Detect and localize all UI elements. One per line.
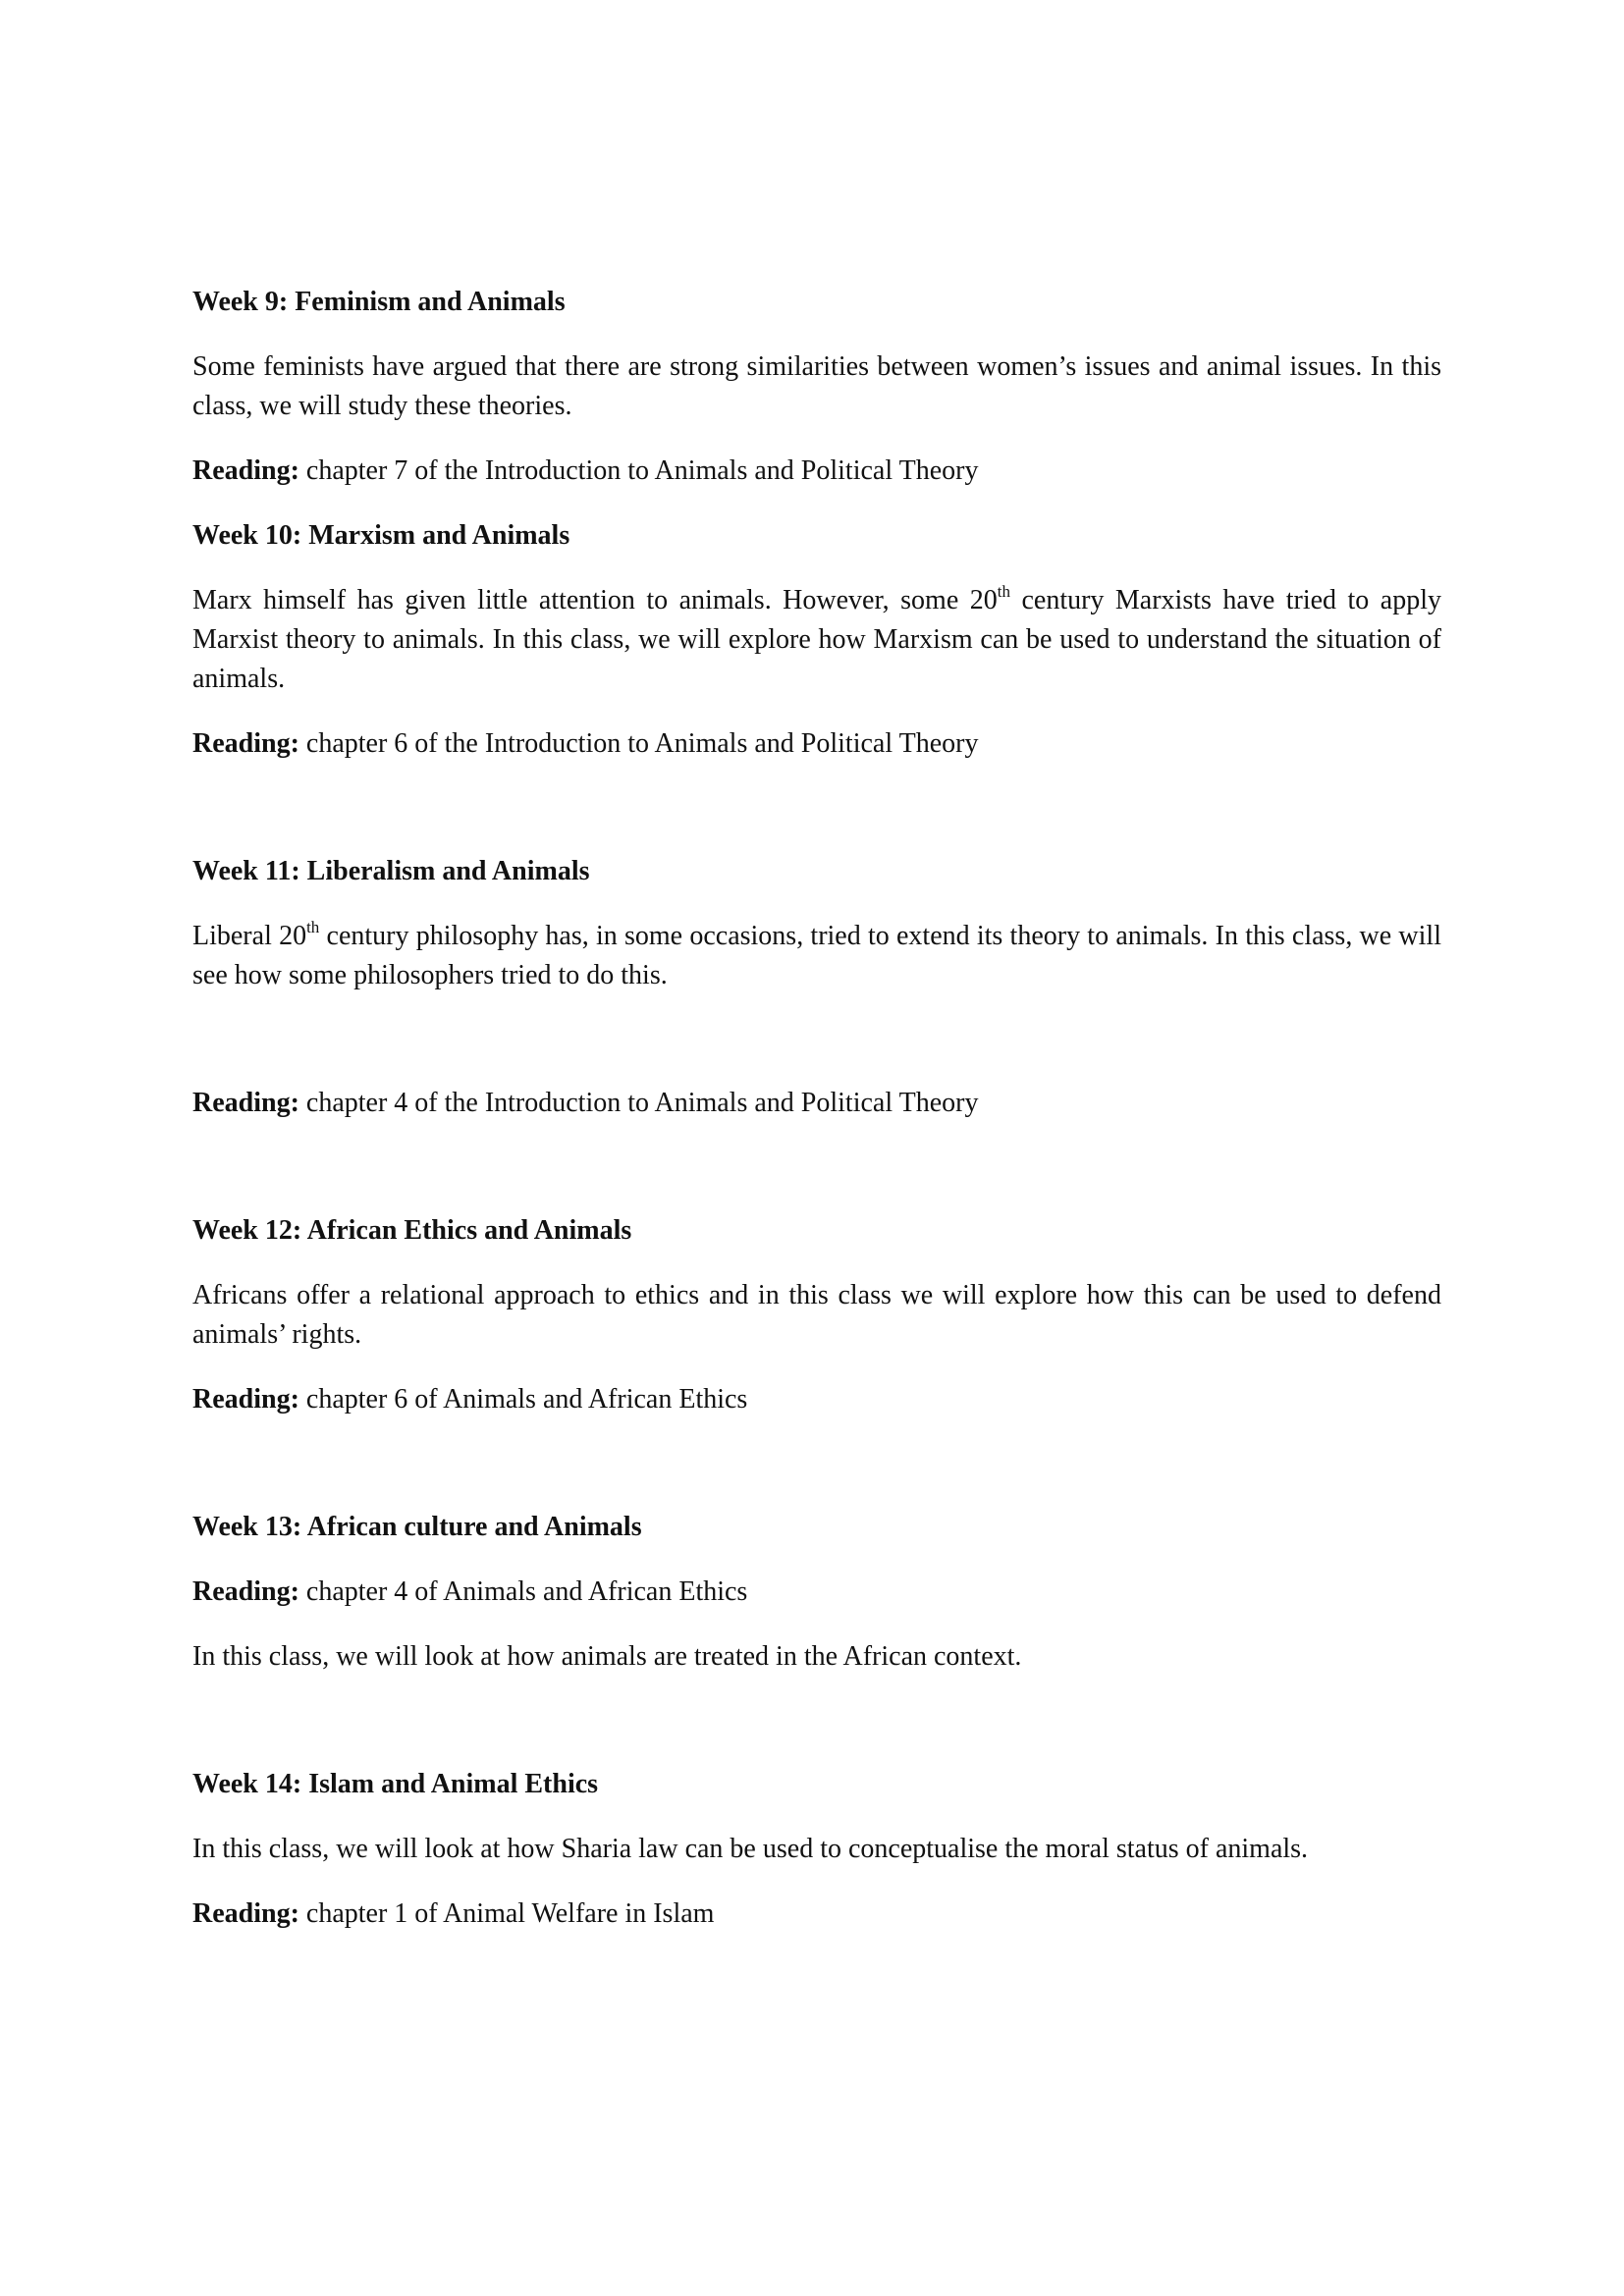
spacer bbox=[192, 1445, 1441, 1508]
reading-text: chapter 7 of the Introduction to Animals and Political Theory bbox=[298, 455, 979, 486]
spacer bbox=[192, 1148, 1441, 1211]
week-13-reading bbox=[192, 1573, 1441, 1612]
reading-label: Reading: bbox=[192, 728, 299, 759]
week-14-description: In this class, we will look at how Sharia law can be used to conceptualise the moral status of animals. bbox=[192, 1834, 1309, 1864]
syllabus-page bbox=[192, 283, 1441, 1959]
week-14-heading: Week 14: Islam and Animal Ethics bbox=[192, 1769, 599, 1799]
spacer bbox=[192, 789, 1441, 852]
ordinal-superscript: th bbox=[306, 918, 320, 936]
ordinal-superscript: th bbox=[997, 582, 1010, 601]
week-9-heading: Week 9: Feminism and Animals bbox=[192, 287, 566, 317]
week-12-section bbox=[192, 1211, 1441, 1419]
reading-text: chapter 1 of Animal Welfare in Islam bbox=[298, 1898, 715, 1929]
description-text-before: Liberal 20 bbox=[192, 921, 307, 951]
week-9-reading bbox=[192, 452, 1441, 491]
week-14-section bbox=[192, 1765, 1441, 1934]
spacer bbox=[192, 1021, 1441, 1084]
week-13-heading: Week 13: African culture and Animals bbox=[192, 1512, 642, 1542]
week-12-heading: Week 12: African Ethics and Animals bbox=[192, 1215, 632, 1246]
description-text-before: Marx himself has given little attention to animals. However, some 20 bbox=[192, 585, 998, 615]
week-12-reading bbox=[192, 1380, 1441, 1419]
week-11-reading bbox=[192, 1084, 1441, 1123]
week-12-description: Africans offer a relational approach to ethics and in this class we will explore how this can be used to defend animals’ rights. bbox=[192, 1280, 1441, 1350]
reading-text: chapter 6 of Animals and African Ethics bbox=[298, 1384, 748, 1415]
spacer bbox=[192, 1702, 1441, 1765]
reading-label: Reading: bbox=[192, 1576, 299, 1607]
week-10-section bbox=[192, 516, 1441, 764]
week-13-section bbox=[192, 1508, 1441, 1677]
week-11-section bbox=[192, 852, 1441, 1123]
week-11-heading: Week 11: Liberalism and Animals bbox=[192, 856, 590, 886]
week-9-description: Some feminists have argued that there are strong similarities between women’s issues and animal issues. In this class, we will study these theories. bbox=[192, 351, 1441, 421]
week-10-heading: Week 10: Marxism and Animals bbox=[192, 520, 570, 551]
week-13-description: In this class, we will look at how animals are treated in the African context. bbox=[192, 1641, 1022, 1672]
week-14-reading bbox=[192, 1895, 1441, 1934]
reading-label: Reading: bbox=[192, 1898, 299, 1929]
reading-label: Reading: bbox=[192, 1088, 299, 1118]
week-10-reading bbox=[192, 724, 1441, 764]
week-11-description bbox=[192, 917, 1441, 995]
week-9-section bbox=[192, 283, 1441, 491]
reading-label: Reading: bbox=[192, 455, 299, 486]
week-10-description bbox=[192, 581, 1441, 699]
reading-text: chapter 4 of Animals and African Ethics bbox=[298, 1576, 748, 1607]
description-text-after: century Marxists have tried to apply Marxist theory to animals. In this class, we will explore how Marxism can be used to understand the situation of animals. bbox=[192, 585, 1441, 694]
reading-text: chapter 6 of the Introduction to Animals and Political Theory bbox=[298, 728, 979, 759]
reading-label: Reading: bbox=[192, 1384, 299, 1415]
reading-text: chapter 4 of the Introduction to Animals and Political Theory bbox=[298, 1088, 979, 1118]
description-text-after: century philosophy has, in some occasions, tried to extend its theory to animals. In this class, we will see how some philosophers tried to do this. bbox=[192, 921, 1441, 990]
